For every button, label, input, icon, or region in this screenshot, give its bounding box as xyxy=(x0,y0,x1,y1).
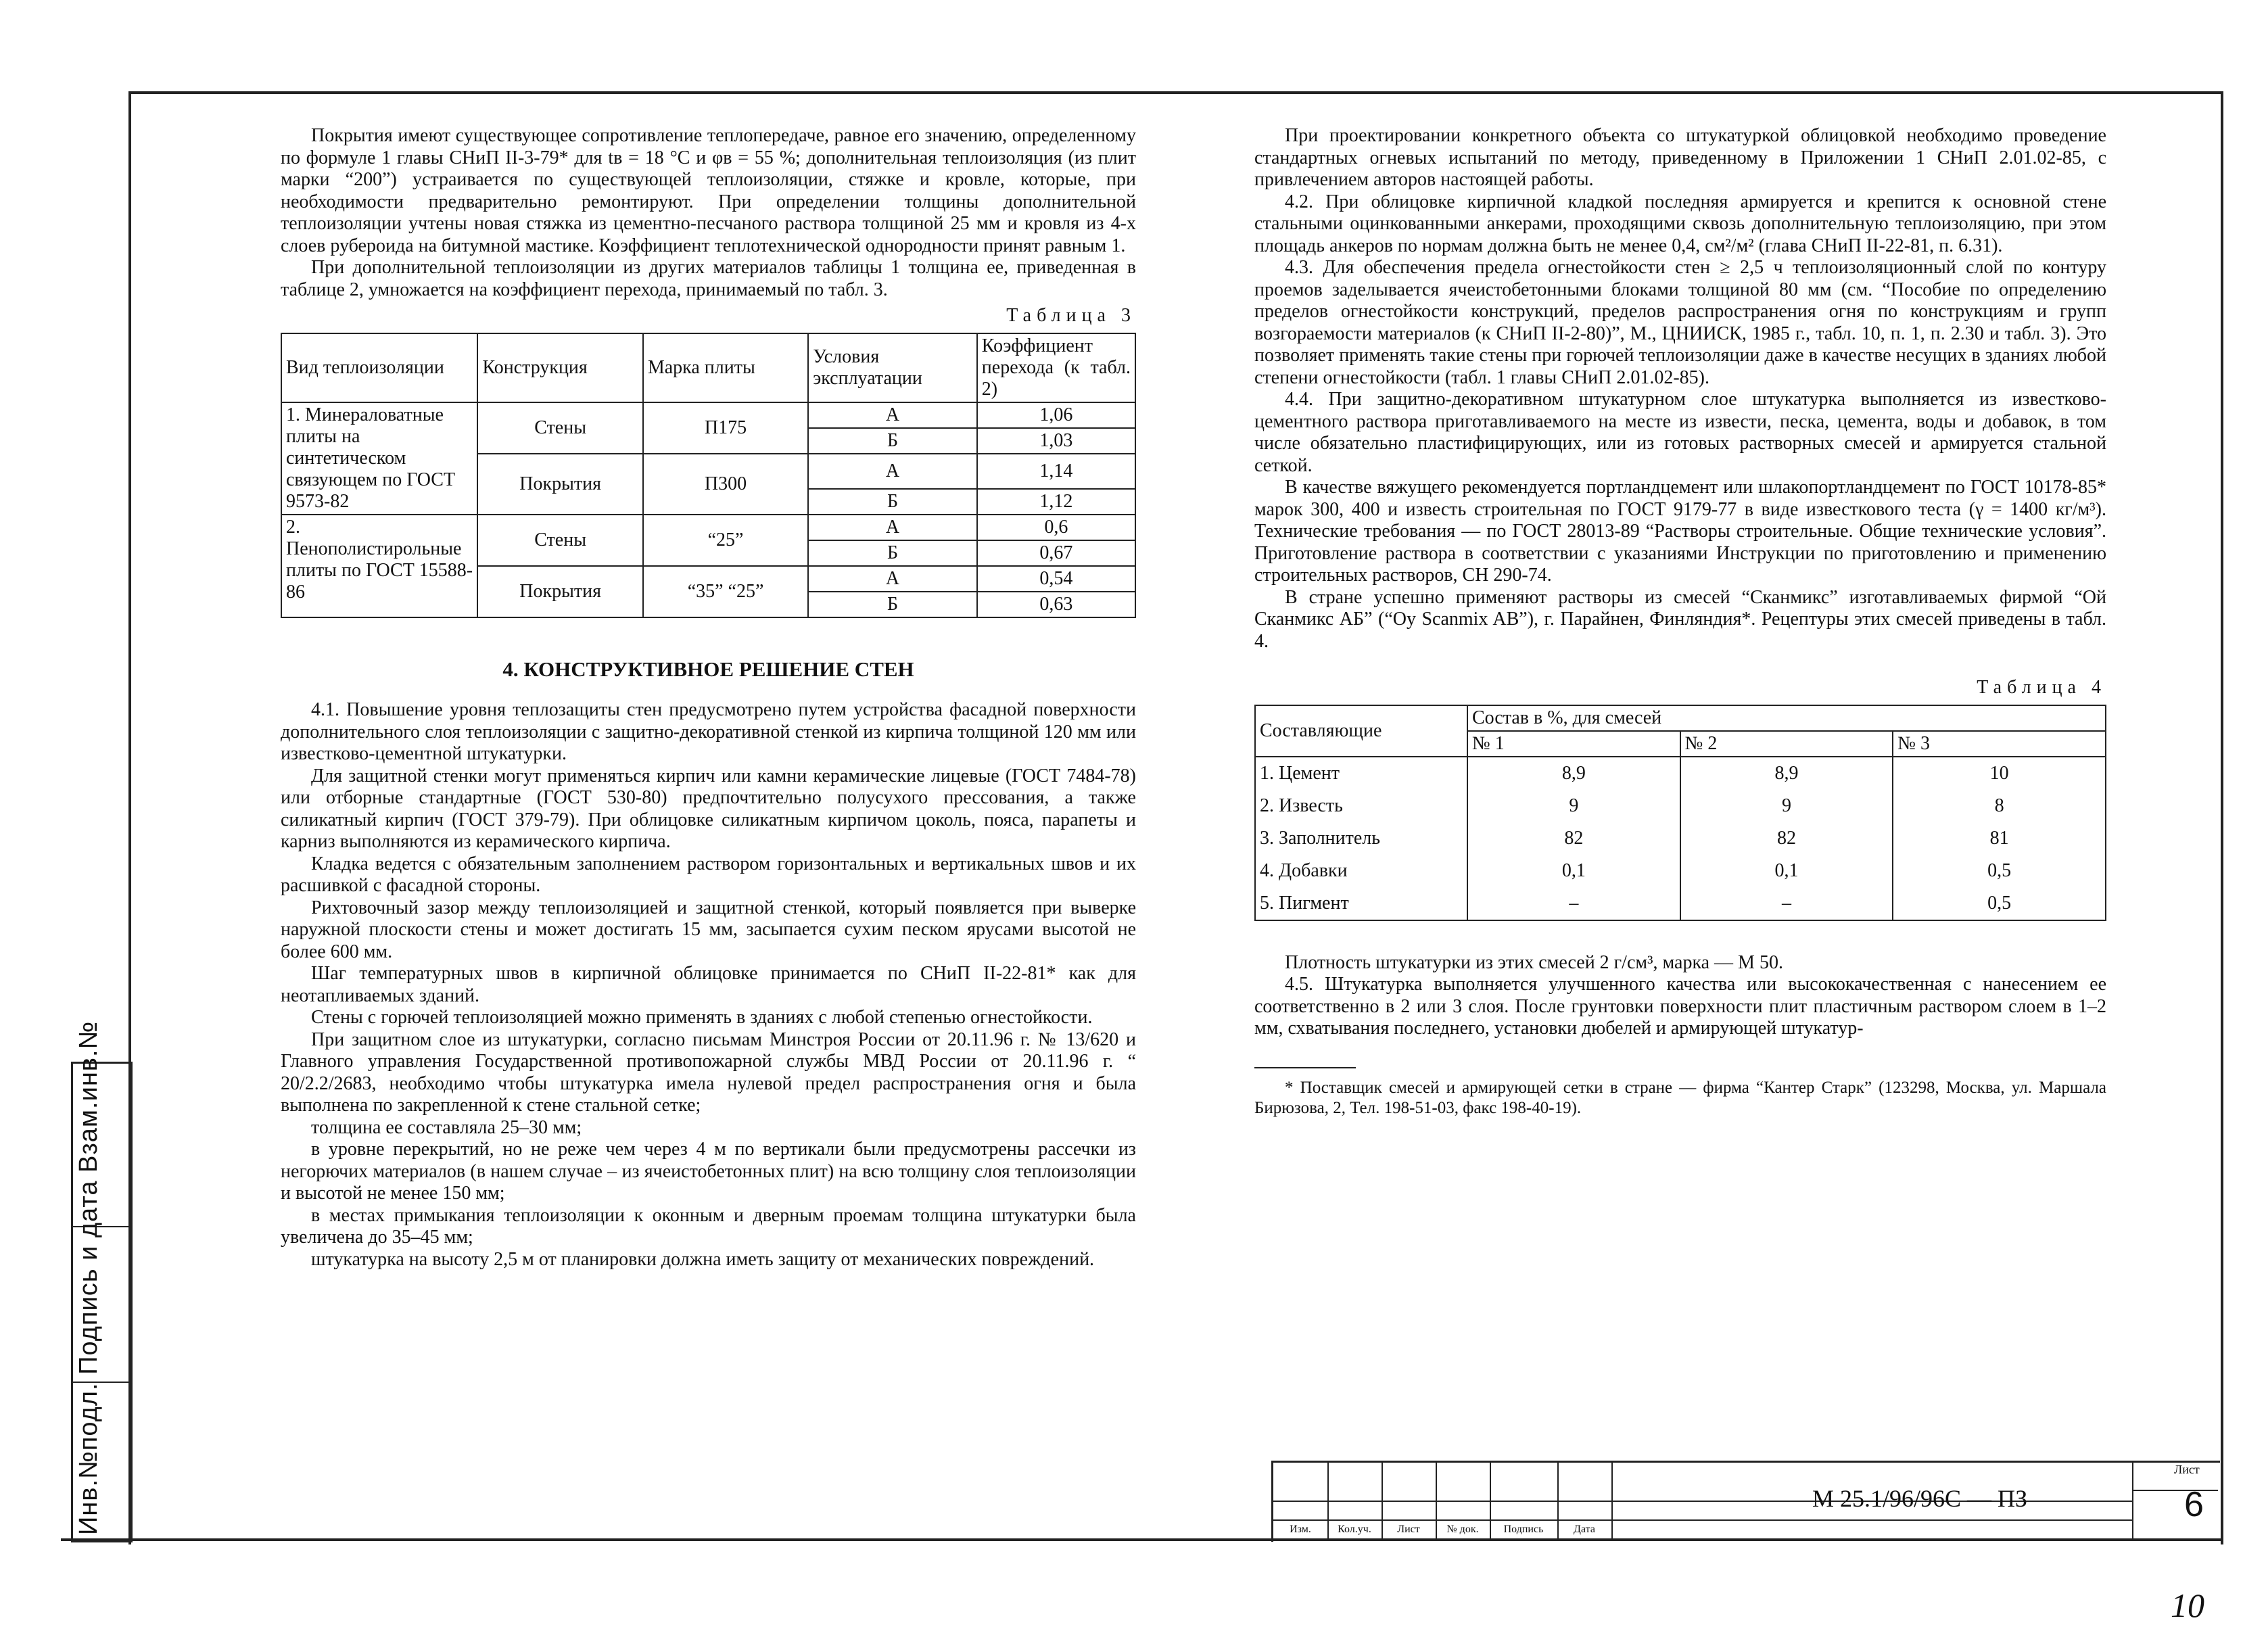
paragraph-other-materials: При дополнительной теплоизоляции из других материалов таблицы 1 толщина ее, приведенная в таблице 2, умножается на коэффициент перехода, принимаемый по табл. 3. xyxy=(281,257,1136,300)
table-cell: 81 xyxy=(1893,822,2106,855)
stamp-label: № док. xyxy=(1446,1524,1479,1535)
paragraph-gap: Рихтовочный зазор между теплоизоляцией и защитной стенкой, который появляется при выверке наружной плоскости стены и может достигать 15 мм, засыпается сухим песком ярусами высотой не более 600 мм. xyxy=(281,897,1136,962)
margin-stamp-text: Инв.№подл. Подпись и дата Взам.инв.№ xyxy=(74,1020,103,1535)
paragraph-binder: В качестве вяжущего рекомендуется портландцемент или шлакопортландцемент по ГОСТ 10178-85* марок 300, 400 и известь строительная по ГОСТ 9179-77 в виде известкового теста (γ = 1400 кг/м³). Технические требования — по ГОСТ 28013-89 “Растворы строительные. Общие технические условия”. Приготовление раствора в соответствии с указаниями Инструкции по приготовлению и применению строительных растворов, СН 290-74. xyxy=(1254,477,2106,586)
table-row xyxy=(1255,757,2106,790)
paragraph-cuts: в уровне перекрытий, но не реже чем через 4 м по вертикали были предусмотрены рассечки из негорючих материалов (в нашем случае – из ячеистобетонных плит) на всю толщину слоя теплоизоляции и высотой не менее 150 мм; xyxy=(281,1139,1136,1204)
table-row xyxy=(281,515,1135,540)
table-cell: – xyxy=(1467,887,1680,920)
table-cell: А xyxy=(808,515,977,540)
table-cell: 8,9 xyxy=(1467,757,1680,790)
table-cell: 0,5 xyxy=(1893,855,2106,887)
table-cell: 9 xyxy=(1680,790,1893,822)
paragraph-joints: Шаг температурных швов в кирпичной облицовке принимается по СНиП II-22-81* как для неотапливаемых зданий. xyxy=(281,963,1136,1006)
table-row xyxy=(1255,887,2106,920)
paragraph-masonry: Кладка ведется с обязательным заполнением раствором горизонтальных и вертикальных швов и их расшивкой с фасадной стороны. xyxy=(281,853,1136,896)
table-row xyxy=(1255,855,2106,887)
table-cell: 0,1 xyxy=(1680,855,1893,887)
table-row xyxy=(1255,790,2106,822)
table3 xyxy=(281,333,1136,618)
stamp-label: Дата xyxy=(1574,1524,1595,1535)
table-row xyxy=(1255,822,2106,855)
table-cell: 0,1 xyxy=(1467,855,1680,887)
table-header: Марка плиты xyxy=(643,333,808,402)
table-cell: 1,03 xyxy=(977,428,1135,454)
table-cell: А xyxy=(808,402,977,428)
table-cell: 4. Добавки xyxy=(1255,855,1467,887)
table-header: № 3 xyxy=(1893,731,2106,757)
table-cell: Стены xyxy=(477,402,642,454)
paragraph-4-4: 4.4. При защитно-декоративном штукатурном слое штукатурка выполняется из известково-цементного раствора приготавливаемого на месте из извести, песка, цемента, воды и добавок, в том числе обязательно пластифицирующих, или из готовых растворных смесей и армируется стальной сеткой. xyxy=(1254,389,2106,476)
paragraph-brick: Для защитной стенки могут применяться кирпич или камни керамические лицевые (ГОСТ 7484-78) или отборные стандартные (ГОСТ 530-80) предпочтительно полусухого прессования, а также силикатный кирпич (ГОСТ 379-79). При облицовке силикатным кирпичом цоколь, пояса, парапеты и карниз выполняются из керамического кирпича. xyxy=(281,765,1136,852)
paragraph-4-1: 4.1. Повышение уровня теплозащиты стен предусмотрено путем устройства фасадной поверхности дополнительного слоя теплоизоляции с защитно-декоративной стенкой из кирпича толщиной 120 мм или известково-цементной штукатурки. xyxy=(281,699,1136,764)
table-cell: 0,63 xyxy=(977,592,1135,617)
table-cell: 0,67 xyxy=(977,540,1135,566)
insulation-type: Минераловатные плиты на синтетическом связующем по ГОСТ 9573-82 xyxy=(286,404,456,512)
stamp-label: Лист xyxy=(1397,1524,1420,1535)
table-header: Конструкция xyxy=(477,333,642,402)
table-cell: Б xyxy=(808,428,977,454)
table-cell: 8,9 xyxy=(1680,757,1893,790)
table-cell: Покрытия xyxy=(477,566,642,617)
table-header: Составляющие xyxy=(1255,705,1467,757)
table-cell: “25” xyxy=(643,515,808,566)
table-cell: Стены xyxy=(477,515,642,566)
table-cell: 82 xyxy=(1680,822,1893,855)
table-cell: А xyxy=(808,454,977,489)
table-header: Вид теплоизоляции xyxy=(281,333,477,402)
table3-caption: Таблица 3 xyxy=(1006,305,1136,326)
table-cell: 0,5 xyxy=(1893,887,2106,920)
table-header: Коэффициент перехода (к табл. 2) xyxy=(977,333,1135,402)
table-cell: 82 xyxy=(1467,822,1680,855)
table-cell: 1,12 xyxy=(977,489,1135,515)
table-row xyxy=(281,402,1135,428)
paragraph-density: Плотность штукатурки из этих смесей 2 г/см³, марка — М 50. xyxy=(1285,951,1783,973)
table-cell: 1. Цемент xyxy=(1255,757,1467,790)
paragraph-tests: При проектировании конкретного объекта со штукатуркой облицовкой необходимо проведение стандартных огневых испытаний по методу, приведенному в Приложении 1 СНиП 2.01.02-85, с привлечением авторов настоящей работы. xyxy=(1254,125,2106,190)
table-header-row xyxy=(281,333,1135,402)
table-cell: 3. Заполнитель xyxy=(1255,822,1467,855)
paragraph-scanmix: В стране успешно применяют растворы из смесей “Сканмикс” изготавливаемых фирмой “Ой Сканмикс АБ” (“Oy Scanmix AB”), г. Парайнен, Финляндия*. Рецептуры этих смесей приведены в табл. 4. xyxy=(1254,586,2106,652)
table-cell: Покрытия xyxy=(477,454,642,515)
stamp-label: Кол.уч. xyxy=(1338,1524,1371,1535)
paragraph-openings: в местах примыкания теплоизоляции к оконным и дверным проемам толщина штукатурки была увеличена до 35–45 мм; xyxy=(281,1204,1136,1248)
table-cell: 0,6 xyxy=(977,515,1135,540)
paragraph-thickness: толщина ее составляла 25–30 мм; xyxy=(311,1116,582,1138)
table-header: № 2 xyxy=(1680,731,1893,757)
table-header: № 1 xyxy=(1467,731,1680,757)
table-cell: 9 xyxy=(1467,790,1680,822)
table-cell: – xyxy=(1680,887,1893,920)
table-cell: 1,06 xyxy=(977,402,1135,428)
table-cell: Б xyxy=(808,592,977,617)
table-cell: П300 xyxy=(643,454,808,515)
paragraph-4-5: 4.5. Штукатурка выполняется улучшенного качества или высококачественная с нанесением ее соответственно в 2 или 3 слоя. После грунтовки поверхности плит пластичным раствором слоем в 1–2 мм, схватывания последнего, установки дюбелей и армирующей штукатур- xyxy=(1254,974,2106,1039)
paragraph-coverings: Покрытия имеют существующее сопротивление теплопередаче, равное его значению, определенному по формуле 1 главы СНиП II-3-79* для tв = 18 °С и φв = 55 %; дополнительная теплоизоляция (из плит марки “200”) устраивается по существующей теплоизоляции, стяжке и кровле, которые, при необходимости предварительно ремонтируют. При определении толщины дополнительной теплоизоляции учтены новая стяжка из цементно-песчаного раствора толщиной 25 мм и кровля из 4-х слоев рубероида на битумной мастике. Коэффициент теплотехнической однородности принят равным 1. xyxy=(281,125,1136,256)
group-number: 1. xyxy=(286,404,300,425)
footnote: * Поставщик смесей и армирующей сетки в стране — фирма “Кантер Старк” (123298, Москва, ул. Маршала Бирюзова, 2, Тел. 198-51-03, факс 198-40-19). xyxy=(1254,1078,2106,1117)
table-cell: 10 xyxy=(1893,757,2106,790)
table-cell: “35” “25” xyxy=(643,566,808,617)
insulation-type: Пенополистирольные плиты по ГОСТ 15588-86 xyxy=(286,538,473,603)
page-number: 10 xyxy=(2171,1586,2204,1624)
sheet-label: Лист xyxy=(2174,1463,2200,1476)
group-number: 2. xyxy=(286,516,300,538)
left-column xyxy=(281,125,1136,1271)
footnote-separator xyxy=(1254,1067,1356,1068)
table-cell: 0,54 xyxy=(977,566,1135,592)
stamp-label: Изм. xyxy=(1290,1524,1311,1535)
table-header: Условия эксплуатации xyxy=(808,333,977,402)
table-cell xyxy=(281,515,477,617)
stamp-label: Подпись xyxy=(1503,1524,1544,1535)
table-cell: 8 xyxy=(1893,790,2106,822)
right-column xyxy=(1254,125,2106,1118)
title-block xyxy=(1271,1461,2220,1542)
section-title: 4. КОНСТРУКТИВНОЕ РЕШЕНИЕ СТЕН xyxy=(502,657,914,681)
table-cell: 2. Известь xyxy=(1255,790,1467,822)
table4-caption: Таблица 4 xyxy=(1977,677,2106,698)
paragraph-4-3: 4.3. Для обеспечения предела огнестойкости стен ≥ 2,5 ч теплоизоляционный слой по контуру проемов заделывается ячеистобетонными блоками толщиной 80 мм (см. “Пособие по определению пределов огнестойкости конструкций, пределов распространения огня по конструкциям и групп возгораемости материалов (к СНиП II-2-80)”, М., ЦНИИСК, 1985 г., табл. 10, п. 1, п. 2.30 и табл. 3). Это позволяет применять такие стены при горючей теплоизоляции даже в качестве несущих в зданиях любой степени огнестойкости (табл. 1 главы СНиП 2.01.02-85). xyxy=(1254,257,2106,388)
table-cell: Б xyxy=(808,540,977,566)
table-cell: 1,14 xyxy=(977,454,1135,489)
table4 xyxy=(1254,705,2106,921)
table-cell: А xyxy=(808,566,977,592)
table-cell xyxy=(281,402,477,515)
sheet-number: 6 xyxy=(2184,1485,2204,1524)
paragraph-protection: штукатурка на высоту 2,5 м от планировки должна иметь защиту от механических повреждений. xyxy=(311,1248,1095,1270)
document-code: М 25.1/96/96С — ПЗ xyxy=(1812,1485,2028,1512)
paragraph-fire: Стены с горючей теплоизоляцией можно применять в зданиях с любой степенью огнестойкости. xyxy=(311,1007,1093,1028)
table-header-row xyxy=(1255,705,2106,731)
table-header: Состав в %, для смесей xyxy=(1467,705,2106,731)
table-cell: 5. Пигмент xyxy=(1255,887,1467,920)
paragraph-4-2: 4.2. При облицовке кирпичной кладкой последняя армируется и крепится к основной стене стальными оцинкованными анкерами, проходящими сквозь дополнительную теплоизоляцию, при этом площадь анкеров по нормам должна быть не менее 0,4, см²/м² (глава СНиП II-22-81, п. 6.31). xyxy=(1254,191,2106,256)
paragraph-plaster-req: При защитном слое из штукатурки, согласно письмам Минстроя России от 20.11.96 г. № 13/620 и Главного управления Государственной противопожарной службы МВД России от 20.11.96 г. “ 20/2.2/2683, необходимо чтобы штукатурка имела нулевой предел распространения огня и была выполнена по закрепленной к стене стальной сетке; xyxy=(281,1029,1136,1116)
table-cell: П175 xyxy=(643,402,808,454)
table-cell: Б xyxy=(808,489,977,515)
